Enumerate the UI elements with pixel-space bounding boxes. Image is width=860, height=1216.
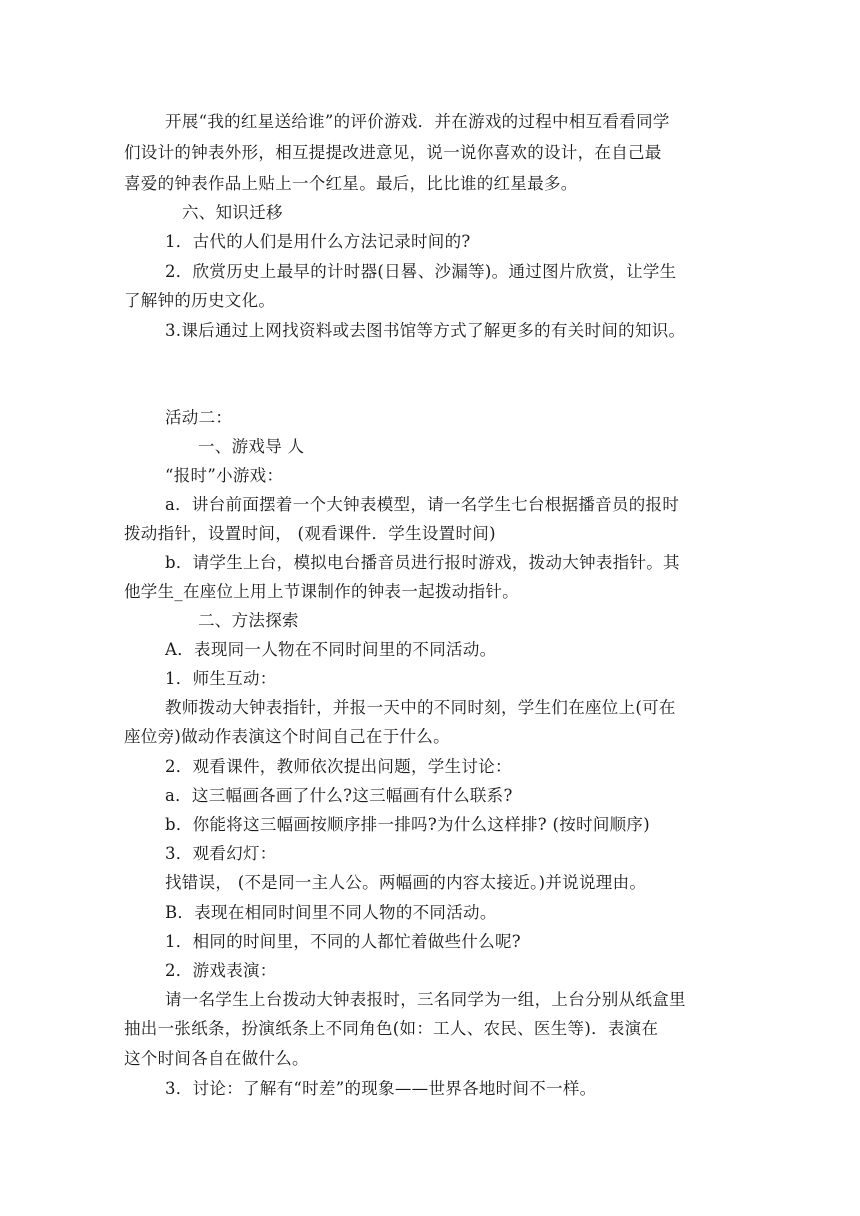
text-line: 座位旁)做动作表演这个时间自己在于什么。 [124, 727, 450, 746]
text-line: 1．相同的时间里，不同的人都忙着做些什么呢? [165, 932, 521, 951]
section-heading: 六、知识迁移 [182, 203, 283, 222]
text-line: 2．观看课件，教师依次提出问题，学生讨论： [165, 757, 512, 776]
text-line: 3．观看幻灯： [165, 844, 277, 863]
text-line: B．表现在相同时间里不同人物的不同活动。 [165, 903, 497, 922]
text-line: 了解钟的历史文化。 [124, 291, 276, 310]
text-line: a．讲台前面摆着一个大钟表模型，请一名学生七台根据播音员的报时 [165, 495, 680, 514]
text-line: 他学生_在座位上用上节课制作的钟表一起拨动指针。 [124, 582, 519, 601]
section-heading: 二、方法探索 [198, 611, 299, 630]
text-line: “报时”小游戏： [165, 466, 284, 485]
text-line: 请一名学生上台拨动大钟表报时，三名同学为一组，上台分别从纸盒里 [165, 990, 686, 1009]
text-line: a．这三幅画各画了什么?这三幅画有什么联系? [165, 786, 513, 805]
text-line: 2．欣赏历史上最早的计时器(日晷、沙漏等)。通过图片欣赏，让学生 [165, 262, 677, 281]
text-line: 教师拨动大钟表指针，并报一天中的不同时刻，学生们在座位上(可在 [165, 698, 676, 717]
text-line: 2．游戏表演： [165, 961, 277, 980]
section-heading: 一、游戏导 人 [198, 437, 305, 456]
text-line: 们设计的钟表外形，相互提提改进意见，说一说你喜欢的设计，在自己最 [124, 143, 662, 162]
text-line: 1．师生互动： [165, 669, 277, 688]
activity-heading: 活动二： [165, 408, 233, 427]
text-line: 抽出一张纸条，扮演纸条上不同角色(如：工人、农民、医生等)．表演在 [124, 1019, 659, 1038]
text-line: 3.课后通过上网找资料或去图书馆等方式了解更多的有关时间的知识。 [165, 321, 686, 340]
text-line: 3．讨论：了解有“时差”的现象——世界各地时间不一样。 [165, 1079, 597, 1098]
text-line: b．请学生上台，模拟电台播音员进行报时游戏，拨动大钟表指针。其 [165, 553, 680, 572]
text-line: 这个时间各自在做什么。 [124, 1049, 309, 1068]
text-line: 开展“我的红星送给谁”的评价游戏．并在游戏的过程中相互看看同学 [165, 112, 670, 131]
text-line: A．表现同一人物在不同时间里的不同活动。 [165, 640, 497, 659]
text-line: 找错误， (不是同一主人公。两幅画的内容太接近。)并说说理由。 [165, 873, 647, 892]
text-line: 拨动指针，设置时间， (观看课件．学生设置时间) [124, 524, 496, 543]
text-line: 喜爱的钟表作品上贴上一个红星。最后，比比谁的红星最多。 [124, 174, 578, 193]
text-line: 1．古代的人们是用什么方法记录时间的? [165, 232, 471, 251]
text-line: b．你能将这三幅画按顺序排一排吗?为什么这样排? (按时间顺序) [165, 815, 650, 834]
